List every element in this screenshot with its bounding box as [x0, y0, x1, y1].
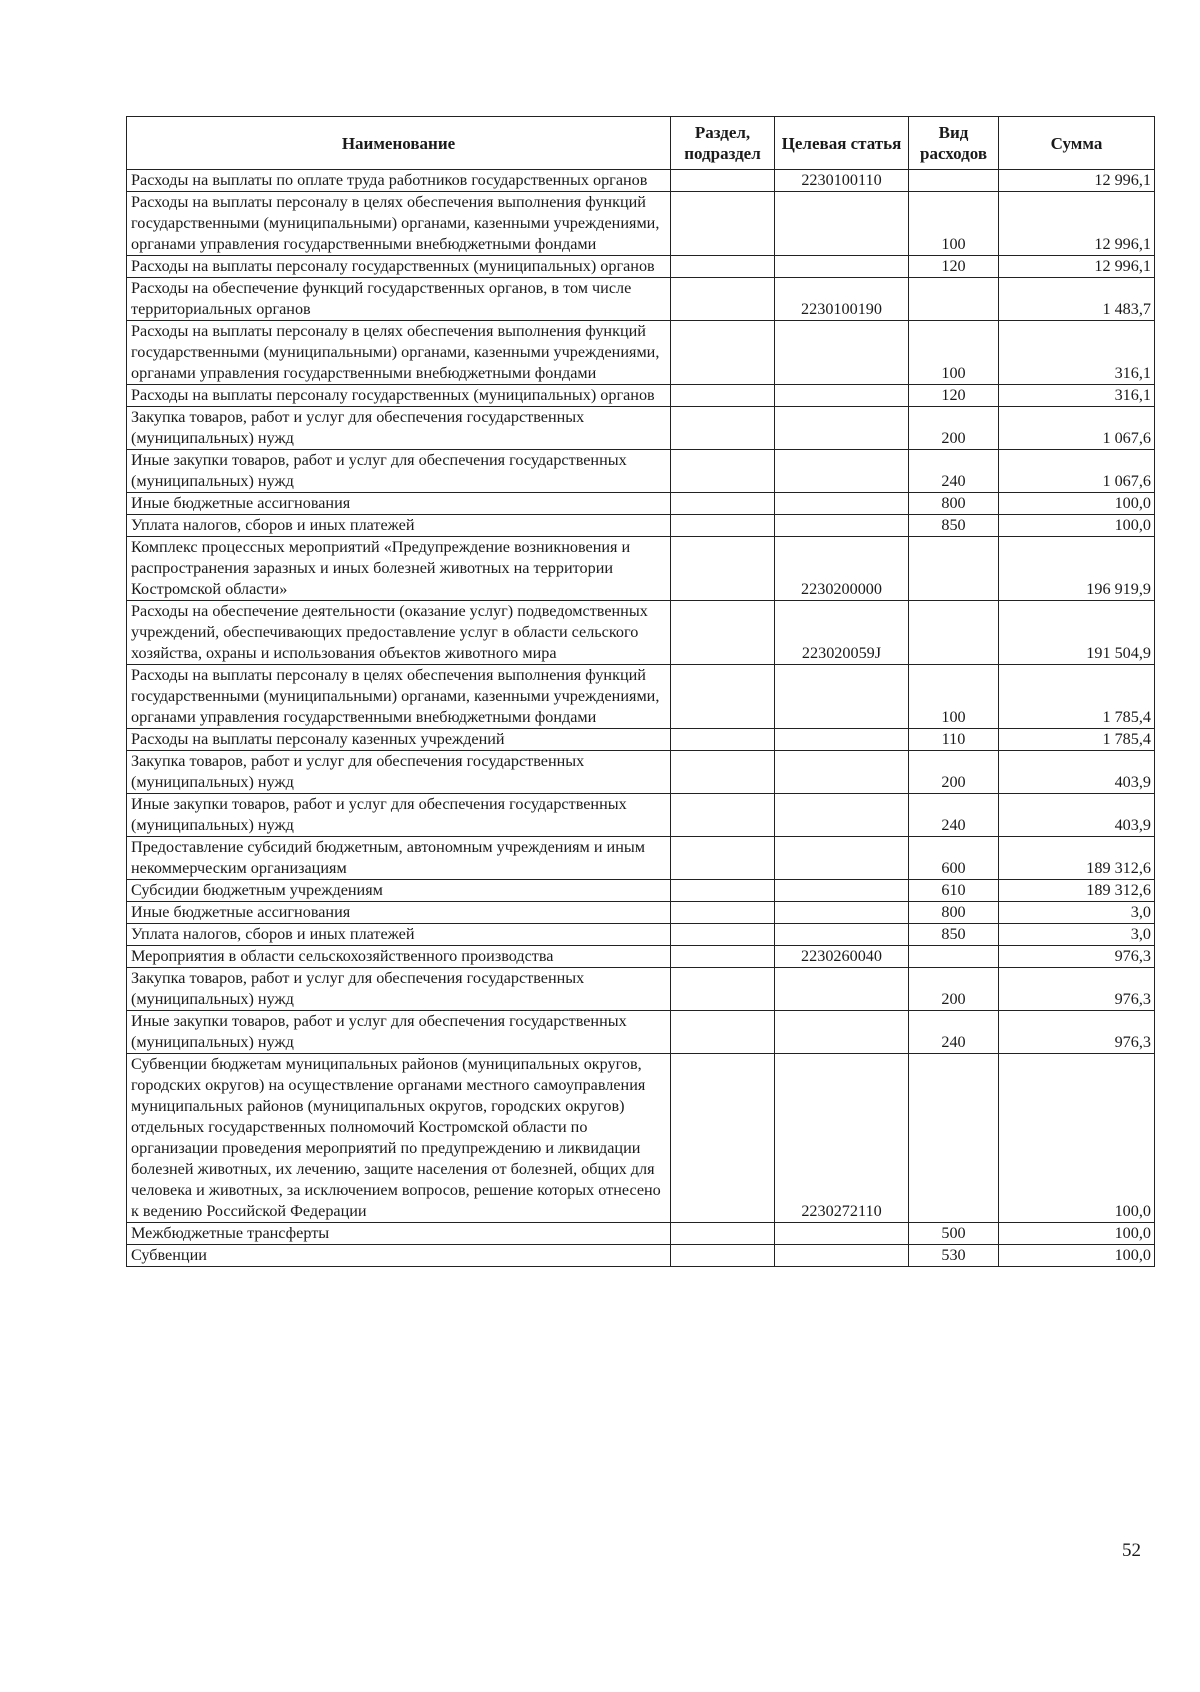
cell-target	[775, 493, 909, 515]
cell-amount: 189 312,6	[999, 837, 1155, 880]
table-body	[127, 170, 1155, 1267]
cell-target: 2230272110	[775, 1054, 909, 1223]
table-row	[127, 729, 1155, 751]
table-row	[127, 1054, 1155, 1223]
cell-name: Межбюджетные трансферты	[127, 1223, 671, 1245]
cell-amount: 976,3	[999, 1011, 1155, 1054]
cell-target	[775, 385, 909, 407]
cell-section	[671, 515, 775, 537]
cell-amount: 100,0	[999, 1223, 1155, 1245]
cell-amount: 403,9	[999, 751, 1155, 794]
cell-kind: 120	[909, 256, 999, 278]
cell-section	[671, 256, 775, 278]
cell-name: Уплата налогов, сборов и иных платежей	[127, 515, 671, 537]
cell-target	[775, 256, 909, 278]
cell-name: Расходы на выплаты персоналу в целях обеспечения выполнения функций государственными (муниципальными) органами, казенными учреждениями, органами управления государственными внебюджетными фондами	[127, 665, 671, 729]
cell-name: Субвенции бюджетам муниципальных районов (муниципальных округов, городских округов) на осуществление органами местного самоуправления муниципальных районов (муниципальных округов, городских округов) отдельных государственных полномочий Костромской области по организации проведения мероприятий по предупреждению и ликвидации болезней животных, их лечению, защите населения от болезней, общих для человека и животных, за исключением вопросов, решение которых отнесено к ведению Российской Федерации	[127, 1054, 671, 1223]
cell-kind: 600	[909, 837, 999, 880]
table-row	[127, 537, 1155, 601]
cell-amount: 100,0	[999, 515, 1155, 537]
cell-target	[775, 407, 909, 450]
cell-amount: 3,0	[999, 924, 1155, 946]
cell-name: Расходы на выплаты персоналу казенных учреждений	[127, 729, 671, 751]
cell-section	[671, 601, 775, 665]
table-row	[127, 946, 1155, 968]
cell-name: Иные закупки товаров, работ и услуг для обеспечения государственных (муниципальных) нужд	[127, 1011, 671, 1054]
cell-kind: 200	[909, 968, 999, 1011]
table-row	[127, 1245, 1155, 1267]
cell-section	[671, 170, 775, 192]
cell-amount: 1 067,6	[999, 450, 1155, 493]
cell-amount: 100,0	[999, 1245, 1155, 1267]
cell-kind: 240	[909, 1011, 999, 1054]
table-row	[127, 1223, 1155, 1245]
cell-name: Уплата налогов, сборов и иных платежей	[127, 924, 671, 946]
table-row	[127, 902, 1155, 924]
cell-target	[775, 837, 909, 880]
cell-section	[671, 493, 775, 515]
cell-section	[671, 385, 775, 407]
header-target: Целевая статья	[775, 117, 909, 170]
cell-amount: 1 067,6	[999, 407, 1155, 450]
cell-kind	[909, 537, 999, 601]
cell-name: Расходы на обеспечение деятельности (оказание услуг) подведомственных учреждений, обеспечивающих предоставление услуг в области сельского хозяйства, охраны и использования объектов животного мира	[127, 601, 671, 665]
cell-kind	[909, 278, 999, 321]
table-row	[127, 256, 1155, 278]
cell-name: Расходы на выплаты персоналу государственных (муниципальных) органов	[127, 256, 671, 278]
cell-amount: 100,0	[999, 493, 1155, 515]
cell-name: Расходы на выплаты по оплате труда работников государственных органов	[127, 170, 671, 192]
cell-target	[775, 968, 909, 1011]
cell-amount: 316,1	[999, 385, 1155, 407]
cell-section	[671, 537, 775, 601]
table-row	[127, 924, 1155, 946]
cell-section	[671, 192, 775, 256]
cell-amount: 12 996,1	[999, 192, 1155, 256]
cell-amount: 191 504,9	[999, 601, 1155, 665]
cell-name: Иные закупки товаров, работ и услуг для обеспечения государственных (муниципальных) нужд	[127, 794, 671, 837]
cell-target	[775, 1245, 909, 1267]
cell-kind	[909, 946, 999, 968]
cell-section	[671, 450, 775, 493]
cell-amount: 12 996,1	[999, 170, 1155, 192]
cell-name: Расходы на обеспечение функций государственных органов, в том числе территориальных органов	[127, 278, 671, 321]
cell-kind	[909, 170, 999, 192]
cell-kind: 800	[909, 493, 999, 515]
cell-target	[775, 450, 909, 493]
cell-kind	[909, 1054, 999, 1223]
cell-target	[775, 794, 909, 837]
budget-table	[126, 116, 1155, 1267]
cell-target	[775, 880, 909, 902]
cell-kind: 100	[909, 321, 999, 385]
cell-target: 2230200000	[775, 537, 909, 601]
cell-target	[775, 751, 909, 794]
header-kind: Вид расходов	[909, 117, 999, 170]
cell-section	[671, 946, 775, 968]
cell-target	[775, 321, 909, 385]
cell-target: 223020059J	[775, 601, 909, 665]
cell-section	[671, 968, 775, 1011]
cell-amount: 1 785,4	[999, 729, 1155, 751]
table-row	[127, 170, 1155, 192]
cell-target	[775, 924, 909, 946]
cell-amount: 976,3	[999, 968, 1155, 1011]
cell-section	[671, 837, 775, 880]
cell-name: Иные бюджетные ассигнования	[127, 902, 671, 924]
cell-amount: 12 996,1	[999, 256, 1155, 278]
cell-kind: 500	[909, 1223, 999, 1245]
table-row	[127, 385, 1155, 407]
cell-section	[671, 665, 775, 729]
page-number: 52	[1122, 1540, 1141, 1561]
cell-section	[671, 902, 775, 924]
cell-target: 2230260040	[775, 946, 909, 968]
cell-name: Иные закупки товаров, работ и услуг для обеспечения государственных (муниципальных) нужд	[127, 450, 671, 493]
cell-target	[775, 665, 909, 729]
header-amount: Сумма	[999, 117, 1155, 170]
cell-amount: 1 483,7	[999, 278, 1155, 321]
cell-name: Расходы на выплаты персоналу в целях обеспечения выполнения функций государственными (муниципальными) органами, казенными учреждениями, органами управления государственными внебюджетными фондами	[127, 321, 671, 385]
cell-target	[775, 902, 909, 924]
cell-section	[671, 1245, 775, 1267]
cell-amount: 403,9	[999, 794, 1155, 837]
table-row	[127, 321, 1155, 385]
cell-name: Субсидии бюджетным учреждениям	[127, 880, 671, 902]
cell-kind: 850	[909, 515, 999, 537]
cell-section	[671, 880, 775, 902]
cell-target	[775, 729, 909, 751]
cell-target	[775, 1011, 909, 1054]
cell-kind: 240	[909, 794, 999, 837]
cell-section	[671, 794, 775, 837]
cell-name: Субвенции	[127, 1245, 671, 1267]
cell-name: Предоставление субсидий бюджетным, автономным учреждениям и иным некоммерческим организациям	[127, 837, 671, 880]
table-row	[127, 407, 1155, 450]
table-row	[127, 450, 1155, 493]
cell-name: Комплекс процессных мероприятий «Предупреждение возникновения и распространения заразных и иных болезней животных на территории Костромской области»	[127, 537, 671, 601]
cell-name: Закупка товаров, работ и услуг для обеспечения государственных (муниципальных) нужд	[127, 968, 671, 1011]
cell-amount: 100,0	[999, 1054, 1155, 1223]
table-row	[127, 192, 1155, 256]
cell-kind: 610	[909, 880, 999, 902]
cell-section	[671, 1054, 775, 1223]
cell-section	[671, 751, 775, 794]
cell-target: 2230100190	[775, 278, 909, 321]
table-header	[127, 117, 1155, 170]
cell-kind: 200	[909, 751, 999, 794]
table-row	[127, 493, 1155, 515]
cell-target	[775, 192, 909, 256]
table-row	[127, 1011, 1155, 1054]
cell-kind: 100	[909, 192, 999, 256]
table-row	[127, 665, 1155, 729]
cell-amount: 316,1	[999, 321, 1155, 385]
table-row	[127, 837, 1155, 880]
cell-target	[775, 1223, 909, 1245]
cell-amount: 3,0	[999, 902, 1155, 924]
table-row	[127, 794, 1155, 837]
cell-kind: 120	[909, 385, 999, 407]
cell-kind: 200	[909, 407, 999, 450]
cell-name: Мероприятия в области сельскохозяйственного производства	[127, 946, 671, 968]
cell-section	[671, 729, 775, 751]
header-name: Наименование	[127, 117, 671, 170]
cell-kind: 530	[909, 1245, 999, 1267]
cell-kind: 110	[909, 729, 999, 751]
table-row	[127, 880, 1155, 902]
table-row	[127, 968, 1155, 1011]
table-row	[127, 515, 1155, 537]
cell-kind	[909, 601, 999, 665]
cell-name: Расходы на выплаты персоналу государственных (муниципальных) органов	[127, 385, 671, 407]
table-row	[127, 278, 1155, 321]
cell-section	[671, 1223, 775, 1245]
cell-amount: 976,3	[999, 946, 1155, 968]
header-row	[127, 117, 1155, 170]
cell-kind: 800	[909, 902, 999, 924]
cell-section	[671, 1011, 775, 1054]
cell-kind: 100	[909, 665, 999, 729]
table-row	[127, 601, 1155, 665]
cell-name: Закупка товаров, работ и услуг для обеспечения государственных (муниципальных) нужд	[127, 407, 671, 450]
cell-section	[671, 321, 775, 385]
cell-section	[671, 407, 775, 450]
cell-kind: 850	[909, 924, 999, 946]
table-row	[127, 751, 1155, 794]
cell-target	[775, 515, 909, 537]
cell-target: 2230100110	[775, 170, 909, 192]
cell-amount: 196 919,9	[999, 537, 1155, 601]
cell-section	[671, 278, 775, 321]
cell-amount: 1 785,4	[999, 665, 1155, 729]
cell-name: Иные бюджетные ассигнования	[127, 493, 671, 515]
cell-kind: 240	[909, 450, 999, 493]
cell-amount: 189 312,6	[999, 880, 1155, 902]
cell-name: Закупка товаров, работ и услуг для обеспечения государственных (муниципальных) нужд	[127, 751, 671, 794]
cell-section	[671, 924, 775, 946]
cell-name: Расходы на выплаты персоналу в целях обеспечения выполнения функций государственными (муниципальными) органами, казенными учреждениями, органами управления государственными внебюджетными фондами	[127, 192, 671, 256]
header-section: Раздел, подраздел	[671, 117, 775, 170]
